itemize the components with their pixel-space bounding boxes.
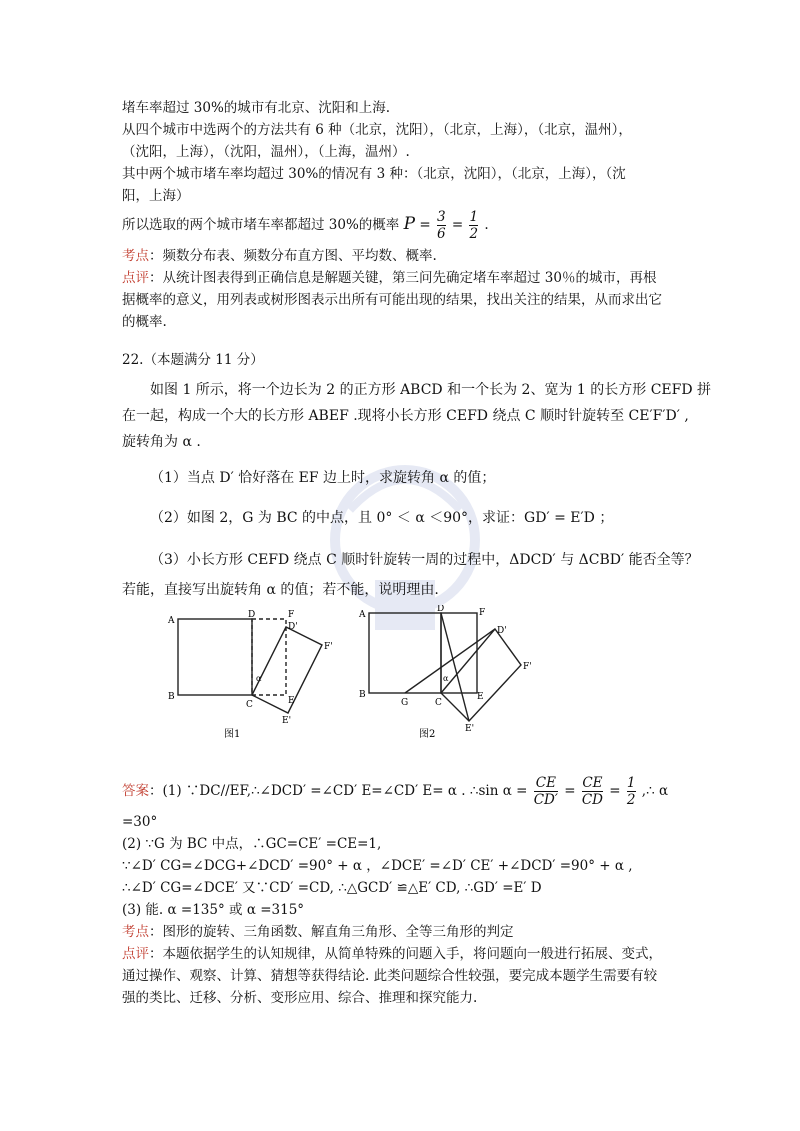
question-text: 在一起，构成一个大的长方形 ABEF .现将小长方形 CEFD 绕点 C 顺时针旋转至 CE′F′D′ , bbox=[122, 408, 689, 424]
label-f-prime: F' bbox=[324, 642, 333, 652]
rotated-rectangle bbox=[441, 629, 521, 721]
sub-question-1: （1）当点 D′ 恰好落在 EF 边上时，求旋转角 α 的值； bbox=[150, 470, 496, 486]
dianping-line bbox=[122, 944, 662, 964]
label-alpha: α bbox=[256, 674, 262, 683]
numerator: CE bbox=[582, 775, 603, 791]
label-d-prime: D' bbox=[497, 626, 507, 636]
text-line: 强的类比、迁移、分析、变形应用、综合、推理和探究能力. bbox=[122, 990, 478, 1006]
denominator: CD′ bbox=[533, 792, 558, 808]
kaodian-line bbox=[122, 922, 514, 942]
eq-sign: = bbox=[451, 217, 464, 233]
kaodian-text: ：频数分布表、频数分布直方图、平均数、概率. bbox=[149, 248, 437, 264]
label-c: C bbox=[435, 698, 442, 708]
fraction bbox=[627, 775, 636, 808]
label-f: F bbox=[479, 608, 486, 618]
question-text: 若能，直接写出旋转角 α 的值；若不能，说明理由. bbox=[122, 582, 439, 598]
fraction bbox=[469, 209, 478, 242]
figure-caption: 图2 bbox=[419, 729, 436, 740]
answer-text: ：(1) ∵DC//EF,∴∠DCD′ =∠CD′ E=∠CD′ E= α . ∴sin α = bbox=[149, 783, 528, 799]
text-line: ∵∠D′ CG=∠DCG+∠DCD′ =90° + α ，∠DCE′ =∠D′ CE′ +∠DCD′ =90° + α , bbox=[122, 858, 633, 874]
dianping-text: ：从统计图表得到正确信息是解题关键，第三问先确定堵车率超过 30％的城市，再根 bbox=[149, 270, 657, 286]
answer-label: 答案 bbox=[122, 783, 149, 799]
eq-sign: = bbox=[419, 217, 431, 233]
question-text: 如图 1 所示，将一个边长为 2 的正方形 ABCD 和一个长为 2、宽为 1 的长方形 CEFD 拼 bbox=[150, 382, 712, 398]
numerator: 1 bbox=[469, 209, 479, 225]
period: . bbox=[484, 217, 489, 233]
answer-text: ,∴ α bbox=[641, 783, 669, 799]
kaodian-line bbox=[122, 246, 437, 266]
question-header: 22.（本题满分 11 分） bbox=[122, 352, 264, 368]
numerator: CE bbox=[535, 775, 556, 791]
question-text: 旋转角为 α . bbox=[122, 434, 201, 450]
label-alpha: α bbox=[443, 674, 449, 683]
denominator: 6 bbox=[436, 226, 446, 242]
kaodian-label: 考点 bbox=[122, 248, 149, 264]
answer-line-1 bbox=[122, 774, 668, 808]
label-f: F bbox=[288, 610, 295, 620]
label-b: B bbox=[359, 690, 366, 700]
numerator: 1 bbox=[626, 775, 636, 791]
figure-caption: 图1 bbox=[224, 729, 241, 740]
fraction bbox=[534, 775, 558, 808]
sub-question-3: （3）小长方形 CEFD 绕点 C 顺时针旋转一周的过程中，ΔDCD′ 与 ΔCBD′ 能否全等？ bbox=[150, 552, 699, 568]
numerator: 3 bbox=[436, 209, 446, 225]
dianping-label: 点评 bbox=[122, 270, 149, 286]
label-c: C bbox=[246, 700, 253, 710]
square-abcd bbox=[369, 613, 441, 693]
square-abcd bbox=[178, 619, 252, 695]
label-a: A bbox=[359, 610, 366, 620]
text-line: (2) ∵G 为 BC 中点，∴GC=CE′ =CE=1, bbox=[122, 836, 382, 852]
label-d: D bbox=[437, 605, 445, 614]
label-d-prime: D' bbox=[288, 622, 298, 632]
text-line: 的概率. bbox=[122, 314, 167, 330]
text-line: 据概率的意义，用列表或树形图表示出所有可能出现的结果，找出关注的结果，从而求出它 bbox=[122, 292, 662, 308]
kaodian-label: 考点 bbox=[122, 924, 149, 940]
label-e: E bbox=[288, 696, 295, 706]
label-e: E bbox=[477, 692, 484, 702]
dianping-text: ：本题依据学生的认知规律，从简单特殊的问题入手，将问题向一般进行拓展、变式， bbox=[149, 946, 662, 962]
probability-text: 所以选取的两个城市堵车率都超过 30%的概率 bbox=[122, 217, 400, 233]
segment-d-e-prime bbox=[441, 613, 469, 721]
sub-question-2: （2）如图 2，G 为 BC 的中点，且 0° ＜ α ＜90°，求证：GD′ = E′D ； bbox=[150, 510, 614, 526]
rotated-rectangle bbox=[252, 627, 322, 713]
dianping-label: 点评 bbox=[122, 946, 149, 962]
label-f-prime: F' bbox=[523, 662, 532, 672]
probability-line bbox=[122, 206, 489, 243]
label-g: G bbox=[401, 698, 409, 708]
label-b: B bbox=[168, 692, 175, 702]
fraction bbox=[582, 775, 603, 808]
denominator: 2 bbox=[626, 792, 636, 808]
text-line: （沈阳，上海），（沈阳，温州），（上海，温州）. bbox=[122, 144, 410, 160]
text-line: =30° bbox=[122, 814, 158, 830]
label-e-prime: E' bbox=[465, 724, 475, 734]
eq-sign: = bbox=[609, 783, 621, 799]
text-line: 通过操作、观察、计算、猜想等获得结论. 此类问题综合性较强，要完成本题学生需要有较 bbox=[122, 968, 658, 984]
text-line: 其中两个城市堵车率均超过 30%的情况有 3 种：（北京，沈阳），（北京，上海），（沈 bbox=[122, 166, 626, 182]
text-line: (3) 能. α =135° 或 α =315° bbox=[122, 902, 305, 918]
figure-2 bbox=[355, 605, 555, 745]
eq-sign: = bbox=[564, 783, 576, 799]
text-line: ∴∠D′ CG=∠DCE′ 又∵CD′ =CD, ∴△GCD′ ≌△E′ CD, ∴GD′ =E′ D bbox=[122, 880, 542, 896]
prob-symbol: P bbox=[403, 214, 416, 234]
label-d: D bbox=[248, 610, 256, 620]
label-e-prime: E' bbox=[282, 716, 292, 726]
denominator: 2 bbox=[469, 226, 479, 242]
text-line: 从四个城市中选两个的方法共有 6 种（北京，沈阳），（北京，上海），（北京，温州）， bbox=[122, 122, 632, 138]
label-a: A bbox=[168, 616, 175, 626]
figure-1 bbox=[160, 605, 350, 745]
dianping-line bbox=[122, 268, 656, 288]
text-line: 阳，上海） bbox=[122, 188, 190, 204]
fraction bbox=[437, 209, 446, 242]
kaodian-text: ：图形的旋转、三角函数、解直角三角形、全等三角形的判定 bbox=[149, 924, 514, 940]
text-line: 堵车率超过 30%的城市有北京、沈阳和上海. bbox=[122, 100, 391, 116]
denominator: CD bbox=[581, 792, 603, 808]
